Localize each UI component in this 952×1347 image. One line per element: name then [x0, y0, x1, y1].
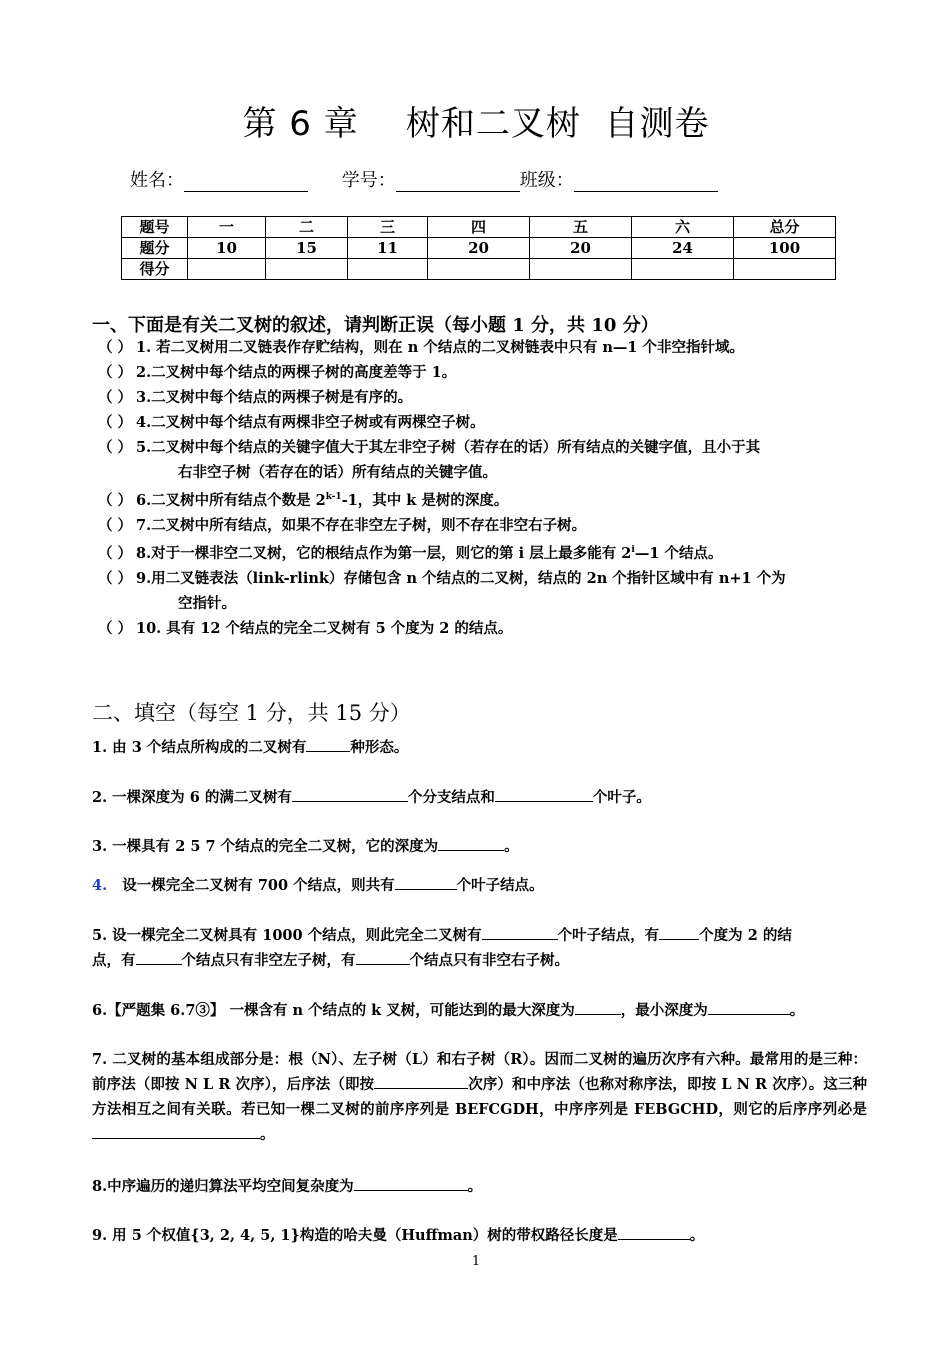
question-text: 次序）和中序法（也称对称序法，即按 L N R 次序）。这三种方法相互之间有关联。若已知一棵二叉树的前序序列是 BEFCGDH，中序序列是 FEBGCHD，则它的后序序列必是	[92, 1076, 867, 1118]
table-cell: 100	[734, 238, 836, 259]
question-text: 3.二叉树中每个结点的两棵子树是有序的。	[136, 389, 413, 406]
answer-blank[interactable]	[92, 1122, 260, 1139]
list-item	[98, 616, 873, 641]
answer-paren[interactable]: （ ）	[98, 491, 133, 509]
page-title: 第 6 章 树和二叉树 自测卷	[242, 104, 710, 144]
true-false-list	[98, 335, 873, 641]
answer-paren[interactable]: （ ）	[98, 339, 133, 356]
question-text: 5.二叉树中每个结点的关键字值大于其左非空子树（若存在的话）所有结点的关键字值，且小于其	[136, 439, 761, 456]
list-item	[98, 360, 873, 385]
table-cell: 六	[632, 217, 734, 238]
answer-blank[interactable]	[618, 1223, 690, 1240]
question-text: 1. 由 3 个结点所构成的二叉树有	[92, 739, 307, 756]
score-table	[121, 216, 836, 280]
question-text: 8.对于一棵非空二叉树，它的根结点作为第一层，则它的第 i 层上最多能有 2	[136, 544, 632, 562]
answer-blank[interactable]	[482, 923, 558, 940]
question-text: 7. 二叉树的基本组成部分是：根（N）、左子树（L）和右子树（R）。因而二叉树的遍历次序有六种。最常用的是三种：前序法（即按 N L R 次序），后序法（即按	[92, 1051, 867, 1093]
question-text: 。	[260, 1126, 275, 1143]
question-text: 6.【严题集 6.7③】 一棵含有 n 个结点的 k 叉树，可能达到的最大深度为	[92, 1002, 575, 1019]
table-cell: 四	[428, 217, 530, 238]
section2-title: 二、填空（每空 1 分，共 15 分）	[92, 701, 411, 725]
question-text: 个分支结点和	[407, 789, 495, 806]
question-text: 个度为 2 的结	[699, 927, 792, 944]
score-entry-cell[interactable]	[632, 259, 734, 280]
list-item	[98, 513, 873, 538]
fill-question-5	[92, 923, 867, 973]
answer-blank[interactable]	[495, 785, 593, 802]
question-text: 9.用二叉链表法（link-rlink）存储包含 n 个结点的二叉树，结点的 2n 个指针区域中有 n+1 个为	[136, 569, 786, 587]
name-label: 姓名：	[130, 170, 184, 191]
name-field[interactable]	[184, 173, 308, 192]
table-cell: 20	[530, 238, 632, 259]
question-text: 。	[467, 1178, 483, 1195]
list-item	[98, 538, 873, 566]
score-table-header-row	[122, 217, 836, 238]
question-text: 7.二叉树中所有结点，如果不存在非空左子树，则不存在非空右子树。	[136, 516, 587, 534]
question-text: ，最小深度为	[620, 1002, 708, 1019]
answer-paren[interactable]: （ ）	[98, 619, 133, 637]
exponent: i	[631, 544, 635, 555]
question-text: 。	[689, 1227, 705, 1244]
score-table-points-row	[122, 238, 836, 259]
list-item	[98, 485, 873, 513]
answer-blank[interactable]	[659, 923, 699, 940]
list-item	[98, 410, 873, 435]
answer-blank[interactable]	[292, 785, 408, 802]
row-label: 题号	[122, 217, 188, 238]
answer-paren[interactable]: （ ）	[98, 364, 133, 381]
answer-paren[interactable]: （ ）	[98, 569, 133, 587]
question-text: 3. 一棵具有 2 5 7 个结点的完全二叉树，它的深度为	[92, 838, 439, 855]
answer-blank[interactable]	[306, 735, 350, 752]
question-text: 设一棵完全二叉树有 700 个结点，则共有	[122, 877, 395, 894]
page-number: 1	[471, 1254, 481, 1269]
question-text: 8.中序遍历的递归算法平均空间复杂度为	[92, 1178, 354, 1195]
section1-title: 一、下面是有关二叉树的叙述，请判断正误（每小题 1 分，共 10 分）	[92, 315, 659, 336]
list-item	[98, 385, 873, 410]
answer-blank[interactable]	[136, 948, 182, 965]
question-text: 。	[789, 1002, 805, 1019]
question-text: 2. 一棵深度为 6 的满二叉树有	[92, 789, 292, 806]
question-text: 种形态。	[350, 739, 409, 756]
answer-blank[interactable]	[438, 834, 504, 851]
class-label: 班级：	[519, 170, 574, 191]
question-text: 个叶子。	[592, 789, 651, 806]
list-item	[98, 335, 873, 360]
student-info-row	[130, 166, 746, 192]
question-text: 5. 设一棵完全二叉树具有 1000 个结点，则此完全二叉树有	[92, 927, 482, 944]
table-cell: 15	[266, 238, 348, 259]
exponent: k-1	[325, 492, 342, 502]
score-table-earned-row	[122, 259, 836, 280]
question-text: 个叶子结点，有	[557, 927, 660, 944]
answer-paren[interactable]: （ ）	[98, 544, 133, 562]
answer-blank[interactable]	[354, 1174, 468, 1191]
answer-paren[interactable]: （ ）	[98, 414, 133, 431]
answer-blank[interactable]	[575, 998, 621, 1015]
fill-question-3	[92, 834, 867, 859]
student-id-label: 学号：	[341, 170, 396, 191]
fill-question-7	[92, 1047, 867, 1147]
answer-paren[interactable]: （ ）	[98, 389, 133, 406]
question-text: 。	[504, 838, 519, 855]
table-cell: 二	[266, 217, 348, 238]
table-cell: 10	[188, 238, 266, 259]
table-cell: 20	[428, 238, 530, 259]
row-label: 得分	[122, 259, 188, 280]
question-text: 4.二叉树中每个结点有两棵非空子树或有两棵空子树。	[136, 414, 485, 431]
fill-question-8	[92, 1174, 867, 1199]
answer-blank[interactable]	[374, 1072, 468, 1089]
table-cell: 总分	[734, 217, 836, 238]
class-field[interactable]	[574, 173, 718, 192]
fill-question-2	[92, 785, 867, 810]
answer-blank[interactable]	[395, 873, 457, 890]
score-entry-cell[interactable]	[530, 259, 632, 280]
question-text-tail: -1，其中 k 是树的深度。	[341, 491, 509, 509]
fill-question-4	[92, 873, 867, 898]
question-text: 10. 具有 12 个结点的完全二叉树有 5 个度为 2 的结点。	[136, 619, 513, 637]
question-text-continued: 空指针。	[178, 594, 236, 612]
question-text: 1. 若二叉树用二叉链表作存贮结构，则在 n 个结点的二叉树链表中只有 n—1 个非空指针域。	[136, 339, 745, 356]
question-number: 4.	[92, 877, 108, 894]
score-entry-cell[interactable]	[188, 259, 266, 280]
question-text-tail: —1 个结点。	[634, 544, 723, 562]
question-text: 2.二叉树中每个结点的两棵子树的高度差等于 1。	[136, 364, 457, 381]
list-item	[98, 435, 873, 485]
question-text: 个叶子结点。	[456, 877, 544, 894]
score-entry-cell[interactable]	[734, 259, 836, 280]
student-id-field[interactable]	[396, 173, 520, 192]
table-cell: 五	[530, 217, 632, 238]
list-item	[98, 566, 873, 616]
answer-paren[interactable]: （ ）	[98, 516, 133, 534]
question-text-continued: 右非空子树（若存在的话）所有结点的关键字值。	[178, 464, 497, 481]
answer-blank[interactable]	[708, 998, 790, 1015]
score-entry-cell[interactable]	[348, 259, 428, 280]
question-text: 点，有	[92, 952, 136, 969]
answer-blank[interactable]	[356, 948, 410, 965]
score-entry-cell[interactable]	[266, 259, 348, 280]
table-cell: 11	[348, 238, 428, 259]
question-text: 个结点只有非空右子树。	[409, 952, 569, 969]
fill-question-1	[92, 735, 867, 760]
question-text: 9. 用 5 个权值{3, 2, 4, 5, 1}构造的哈夫曼（Huffman）树的带权路径长度是	[92, 1227, 618, 1244]
fill-question-6	[92, 998, 867, 1023]
fill-question-9	[92, 1223, 867, 1248]
table-cell: 一	[188, 217, 266, 238]
question-text: 6.二叉树中所有结点个数是 2	[136, 491, 326, 509]
score-entry-cell[interactable]	[428, 259, 530, 280]
row-label: 题分	[122, 238, 188, 259]
question-text: 个结点只有非空左子树，有	[181, 952, 356, 969]
table-cell: 24	[632, 238, 734, 259]
answer-paren[interactable]: （ ）	[98, 439, 133, 456]
table-cell: 三	[348, 217, 428, 238]
